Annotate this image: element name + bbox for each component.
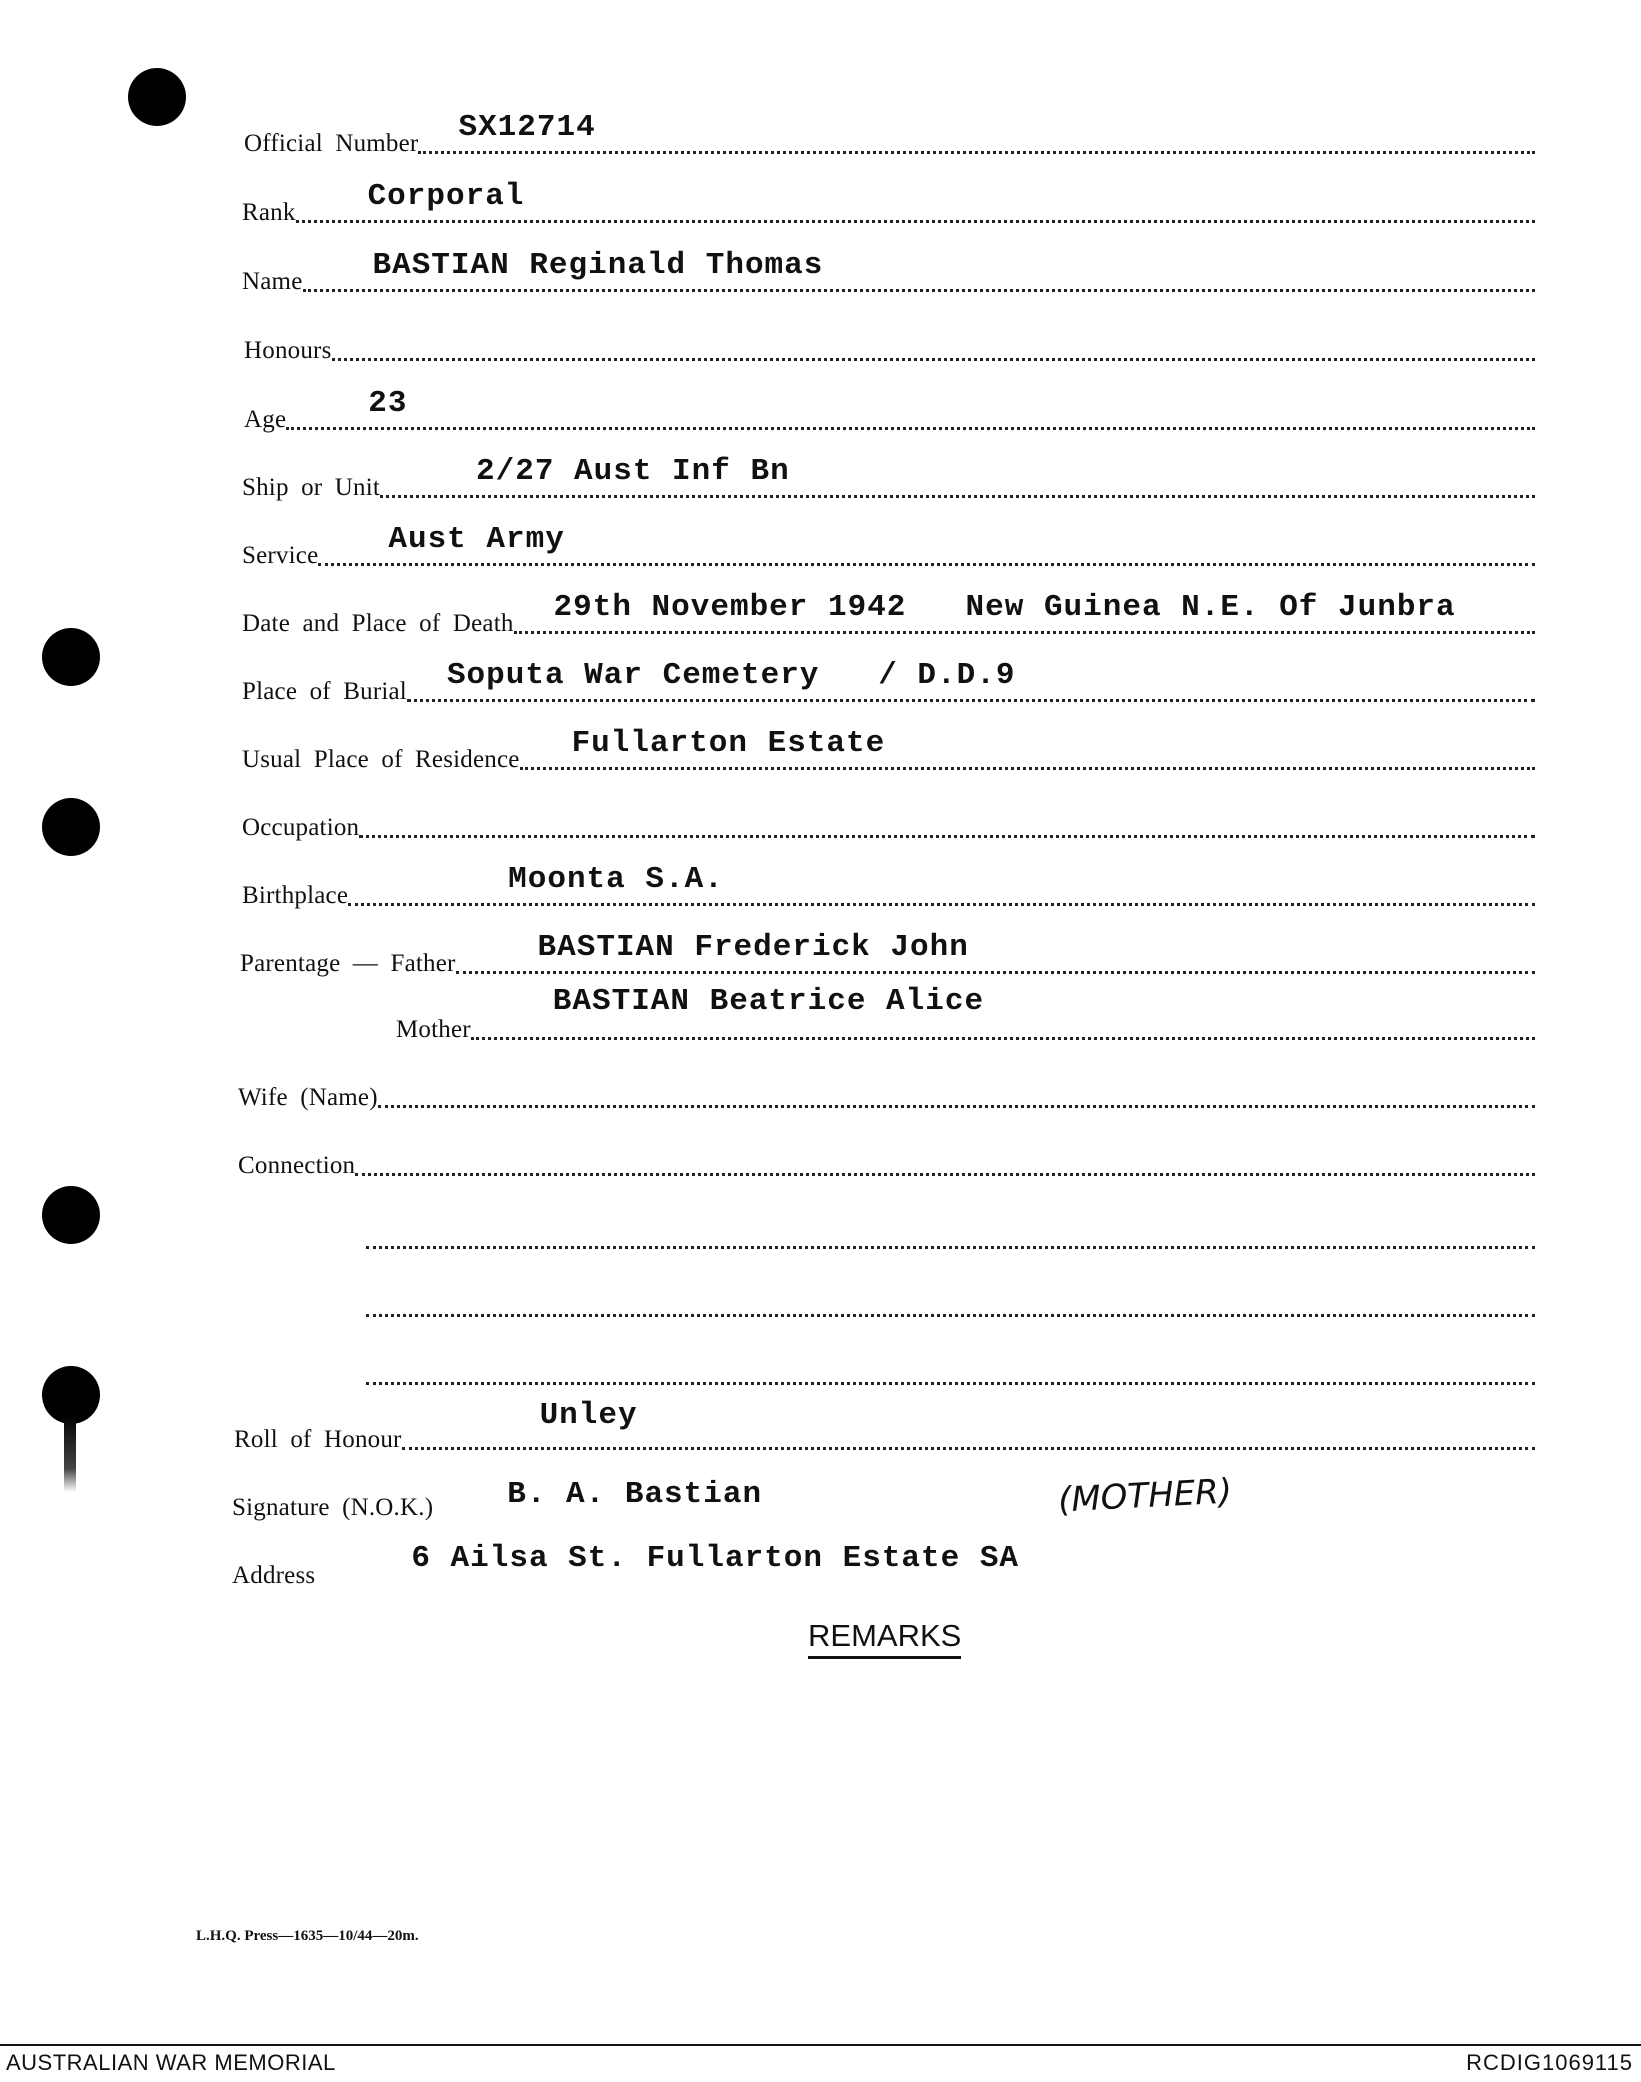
field-service [242,522,1535,570]
name-value: BASTIAN Reginald Thomas [372,248,824,283]
address-label: Address [232,1562,316,1589]
remarks-heading: REMARKS [808,1618,961,1659]
service-label: Service [242,542,319,569]
press-line: L.H.Q. Press—1635—10/44—20m. [196,1928,419,1944]
death-label: Date and Place of Death [242,610,514,637]
signature-relationship-annotation: (MOTHER) [1057,1471,1234,1521]
punch-hole-upper [42,628,100,686]
honours-label: Honours [244,337,332,364]
rank-line [296,176,1535,223]
birthplace-value: Moonta S.A. [508,862,724,897]
field-official-number [244,110,1535,158]
age-line [286,383,1535,430]
residence-line [520,723,1535,770]
field-name [242,248,1535,296]
footer-rule [0,2044,1641,2046]
field-mother [396,984,1535,1044]
footer-record-id: RCDIG1069115 [1466,2050,1633,2075]
service-line [318,519,1535,566]
name-label: Name [242,268,303,295]
field-age [244,386,1535,434]
field-residence [242,726,1535,774]
field-death [242,590,1535,638]
field-occupation [242,798,1535,842]
field-birthplace [242,862,1535,910]
burial-label: Place of Burial [242,678,407,705]
signature-line [433,1474,1535,1518]
ship-or-unit-value: 2/27 Aust Inf Bn [476,454,790,489]
address-line [315,1542,1535,1586]
connection-extra-line-1 [366,1242,1535,1249]
roll-of-honour-label: Roll of Honour [234,1426,402,1453]
death-date-value: 29th November 1942 [553,590,907,625]
residence-value: Fullarton Estate [571,726,886,761]
field-signature [232,1478,1535,1522]
field-ship-or-unit [242,454,1535,502]
burial-line [407,655,1535,702]
birthplace-line [348,859,1535,906]
field-father [240,930,1535,978]
mother-value: BASTIAN Beatrice Alice [552,984,985,1019]
address-value: 6 Ailsa St. Fullarton Estate SA [411,1541,1020,1576]
official-number-value: SX12714 [458,110,596,145]
field-roll-of-honour [234,1398,1535,1454]
punch-hole-bottom [42,1366,100,1424]
signature-label: Signature (N.O.K.) [232,1494,434,1521]
mother-line [471,984,1535,1040]
connection-extra-line-3 [366,1378,1535,1385]
punch-hole-middle [42,798,100,856]
connection-label: Connection [238,1152,356,1179]
mother-label: Mother [396,1016,471,1043]
signature-value: B. A. Bastian [507,1477,763,1512]
official-number-label: Official Number [244,130,419,157]
field-wife [238,1068,1535,1112]
residence-label: Usual Place of Residence [242,746,520,773]
honours-line [332,314,1535,361]
field-burial [242,658,1535,706]
field-rank [242,179,1535,227]
connection-extra-line-2 [366,1310,1535,1317]
wife-label: Wife (Name) [238,1084,378,1111]
father-line [456,927,1535,974]
burial-value: Soputa War Cemetery / D.D.9 [446,658,1016,693]
service-value: Aust Army [388,522,565,557]
punch-hole-top [128,68,186,126]
age-label: Age [244,406,287,433]
name-line [303,245,1536,292]
roll-of-honour-line [402,1398,1535,1450]
field-honours [244,321,1535,365]
rank-label: Rank [242,199,296,226]
occupation-label: Occupation [242,814,360,841]
ship-or-unit-label: Ship or Unit [242,474,381,501]
wife-line [378,1061,1535,1108]
father-label: Parentage — Father [240,950,456,977]
birthplace-label: Birthplace [242,882,349,909]
footer-institution: AUSTRALIAN WAR MEMORIAL [6,2050,336,2075]
death-place-value: New Guinea N.E. Of Junbra [965,590,1456,625]
official-number-line [418,107,1535,154]
ship-or-unit-line [380,451,1535,498]
death-line [514,587,1535,634]
field-address [232,1541,1535,1590]
connection-line [355,1129,1535,1176]
age-value: 23 [368,386,408,421]
occupation-line [359,791,1535,838]
rank-value: Corporal [367,179,525,214]
field-connection [238,1136,1535,1180]
punch-hole-lower [42,1186,100,1244]
roll-of-honour-value: Unley [539,1398,638,1433]
father-value: BASTIAN Frederick John [537,930,969,965]
